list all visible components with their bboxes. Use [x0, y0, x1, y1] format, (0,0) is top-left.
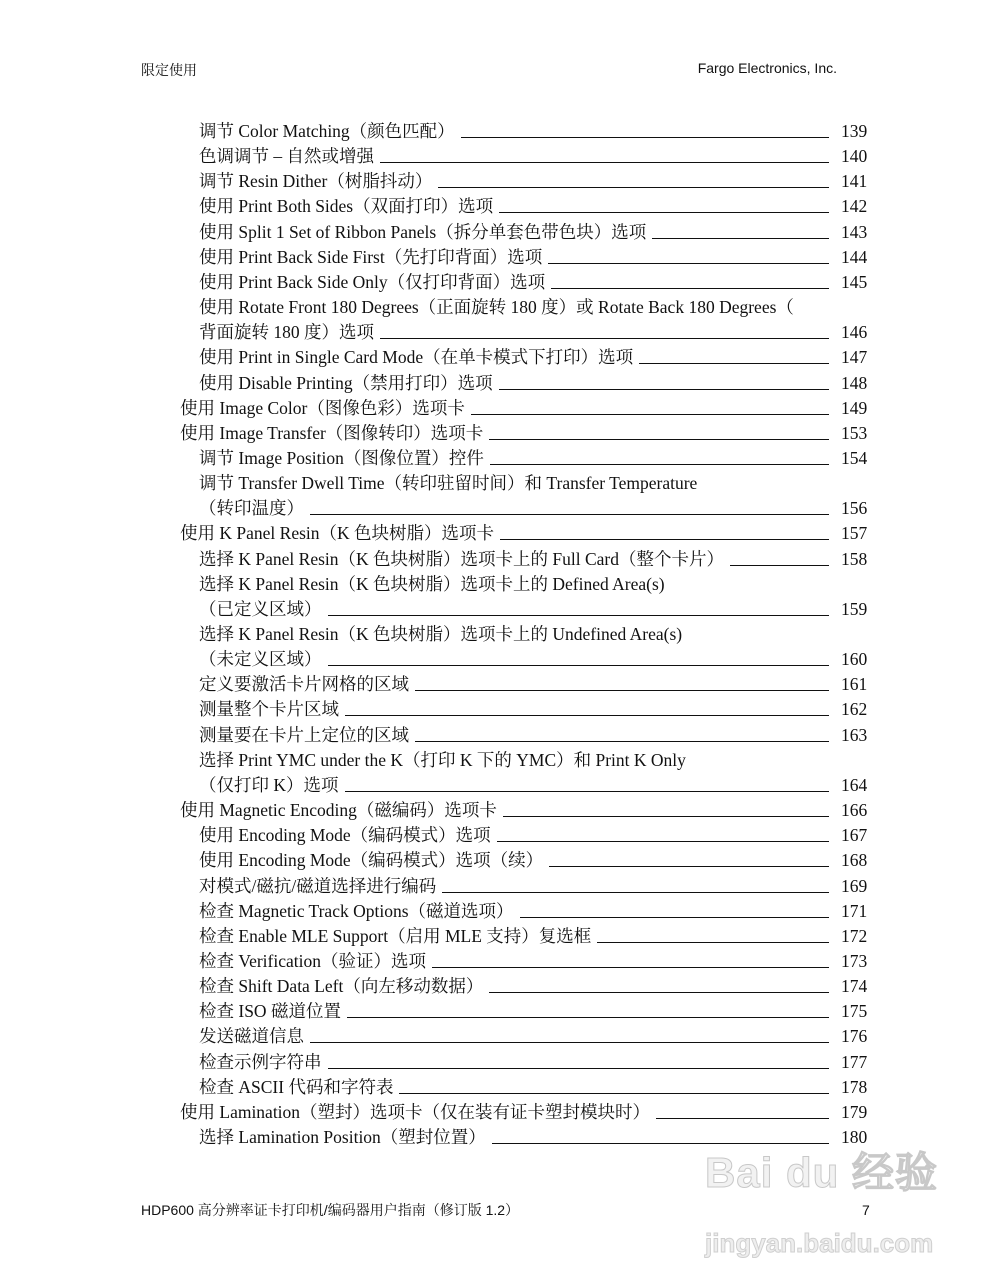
toc-entry[interactable] [199, 694, 871, 719]
toc-page-number: 166 [841, 800, 868, 821]
toc-entry-title: 测量要在卡片上定位的区域 [199, 724, 409, 745]
toc-entry[interactable] [180, 393, 871, 418]
toc-entry-title: 使用 Print Back Side Only（仅打印背面）选项 [199, 271, 546, 292]
toc-entry[interactable] [199, 342, 871, 367]
toc-page-number: 160 [841, 649, 868, 670]
toc-entry-title: 选择 K Panel Resin（K 色块树脂）选项卡上的 Full Card（整个卡片） [199, 548, 724, 569]
toc-leader-line [489, 992, 829, 993]
toc-entry-title: 检查 Shift Data Left（向左移动数据） [199, 976, 484, 997]
toc-entry[interactable] [199, 669, 871, 694]
toc-entry-title: 调节 Resin Dither（树脂抖动） [199, 171, 433, 192]
toc-page-number: 157 [841, 523, 868, 544]
toc-entry[interactable] [180, 518, 871, 543]
toc-entry-title: 定义要激活卡片网格的区域 [199, 674, 409, 695]
toc-entry[interactable] [180, 418, 871, 443]
toc-entry[interactable] [199, 468, 879, 493]
toc-page-number: 167 [841, 825, 868, 846]
toc-page-number: 139 [841, 121, 868, 141]
toc-entry-title: 调节 Color Matching（颜色匹配） [199, 121, 455, 141]
toc-leader-line [499, 212, 829, 213]
toc-entry[interactable] [180, 1097, 871, 1122]
toc-page-number: 164 [841, 774, 868, 795]
toc-entry[interactable] [199, 946, 871, 971]
toc-page-number: 162 [841, 699, 868, 720]
toc-entry[interactable] [199, 493, 871, 518]
toc-entry-title: 使用 K Panel Resin（K 色块树脂）选项卡 [180, 523, 495, 544]
toc-entry[interactable] [199, 292, 879, 317]
toc-entry[interactable] [199, 317, 871, 342]
toc-leader-line [652, 238, 829, 239]
toc-entry[interactable] [199, 1072, 871, 1097]
toc-entry-title: （未定义区域） [199, 649, 322, 670]
toc-page-number: 144 [841, 246, 868, 267]
toc-leader-line [500, 539, 829, 540]
toc-page-number: 145 [841, 271, 868, 292]
toc-page-number: 180 [841, 1127, 868, 1147]
toc-entry[interactable] [199, 368, 871, 393]
toc-entry[interactable] [199, 971, 871, 996]
toc-page-number: 179 [841, 1101, 868, 1122]
toc-page-number: 161 [841, 674, 868, 695]
toc-entry[interactable] [199, 770, 871, 795]
toc-page-number: 168 [841, 850, 868, 871]
toc-leader-line [442, 892, 829, 893]
toc-leader-line [380, 162, 829, 163]
toc-leader-line [489, 439, 829, 440]
header-left: 限定使用 [141, 62, 197, 78]
toc-page-number: 172 [841, 925, 868, 946]
toc-leader-line [432, 967, 829, 968]
toc-entry[interactable] [199, 1047, 871, 1072]
toc-leader-line [415, 690, 829, 691]
toc-entry-title: 使用 Magnetic Encoding（磁编码）选项卡 [180, 800, 497, 821]
toc-entry-title: 检查 ASCII 代码和字符表 [199, 1076, 394, 1097]
toc-entry[interactable] [199, 644, 871, 669]
toc-leader-line [310, 1042, 829, 1043]
toc-entry-title: 测量整个卡片区域 [199, 699, 339, 720]
toc-leader-line [345, 791, 829, 792]
toc-leader-line [328, 1068, 830, 1069]
toc-leader-line [380, 338, 829, 339]
toc-entry-title: 选择 K Panel Resin（K 色块树脂）选项卡上的 Undefined Area(s) [199, 624, 683, 644]
footer-title: HDP600 高分辨率证卡打印机/编码器用户指南（修订版 1.2） [141, 1202, 520, 1218]
toc-entry-title: 选择 Lamination Position（塑封位置） [199, 1127, 486, 1147]
watermark-url: jingyan.baidu.com [705, 1228, 934, 1258]
toc-leader-line [328, 615, 830, 616]
toc-entry-title: 使用 Print in Single Card Mode（在单卡模式下打印）选项 [199, 347, 634, 368]
toc-leader-line [438, 187, 829, 188]
toc-entry[interactable] [180, 795, 871, 820]
toc-entry-title: 使用 Print Back Side First（先打印背面）选项 [199, 246, 543, 267]
toc-leader-line [492, 1143, 829, 1144]
toc-entry[interactable] [199, 720, 871, 745]
toc-entry-title: 检查示例字符串 [199, 1051, 322, 1072]
toc-leader-line [730, 565, 829, 566]
toc-page-number: 178 [841, 1076, 868, 1097]
toc-entry-title: 使用 Rotate Front 180 Degrees（正面旋转 180 度）或 Rotate Back 180 Degrees（ [199, 297, 794, 318]
toc-entry-title: 背面旋转 180 度）选项 [199, 322, 374, 343]
toc-leader-line [548, 263, 829, 264]
toc-leader-line [415, 741, 829, 742]
toc-page-number: 154 [841, 447, 868, 468]
toc-page-number: 142 [841, 196, 868, 217]
toc-leader-line [461, 137, 829, 138]
toc-leader-line [310, 514, 829, 515]
toc-leader-line [490, 464, 829, 465]
toc-entry-title: （转印温度） [199, 498, 304, 519]
toc-entry-title: （仅打印 K）选项 [199, 774, 339, 795]
toc-page-number: 146 [841, 322, 868, 343]
toc-page-number: 159 [841, 598, 868, 619]
toc-page-number: 140 [841, 146, 868, 167]
toc-entry-title: 调节 Transfer Dwell Time（转印驻留时间）和 Transfer Temperature [199, 473, 698, 494]
toc-entry-title: 使用 Encoding Mode（编码模式）选项（续） [199, 850, 544, 871]
toc-leader-line [471, 414, 829, 415]
toc-page-number: 153 [841, 422, 868, 443]
toc-leader-line [551, 288, 829, 289]
toc-entry[interactable] [199, 820, 871, 845]
toc-page-number: 175 [841, 1001, 868, 1022]
toc-page-number: 158 [841, 548, 868, 569]
toc-entry-title: 色调调节 – 自然或增强 [199, 146, 374, 167]
toc-leader-line [639, 363, 829, 364]
toc-entry-title: 对模式/磁抗/磁道选择进行编码 [199, 875, 437, 896]
toc-page-number: 174 [841, 976, 868, 997]
toc-leader-line [503, 816, 829, 817]
toc-entry[interactable] [199, 217, 871, 242]
toc-leader-line [597, 942, 829, 943]
toc-page-number: 149 [841, 397, 868, 418]
toc-entry-title: 检查 ISO 磁道位置 [199, 1001, 341, 1022]
toc-entry[interactable] [199, 1122, 871, 1147]
watermark-logo: Bai du 经验 [705, 1149, 939, 1196]
toc-page-number: 143 [841, 221, 868, 242]
toc-leader-line [549, 866, 829, 867]
toc-page-number: 141 [841, 171, 868, 192]
toc-entry[interactable] [199, 242, 871, 267]
toc-page-number: 173 [841, 950, 868, 971]
toc-entry-title: 选择 K Panel Resin（K 色块树脂）选项卡上的 Defined Area(s) [199, 573, 665, 594]
toc-entry[interactable] [199, 745, 879, 770]
toc-entry[interactable] [199, 116, 871, 141]
footer-page-number: 7 [862, 1202, 870, 1218]
toc-entry[interactable] [199, 443, 871, 468]
toc-entry-title: 调节 Image Position（图像位置）控件 [199, 447, 484, 468]
toc-leader-line [347, 1017, 829, 1018]
toc-page-number: 163 [841, 724, 868, 745]
toc-entry-title: （已定义区域） [199, 598, 322, 619]
toc-page-number: 169 [841, 875, 868, 896]
toc-entry-title: 检查 Enable MLE Support（启用 MLE 支持）复选框 [199, 925, 592, 946]
toc-entry-title: 使用 Lamination（塑封）选项卡（仅在装有证卡塑封模块时） [180, 1101, 651, 1122]
toc-entry[interactable] [199, 166, 871, 191]
toc-page-number: 177 [841, 1051, 868, 1072]
toc-entry[interactable] [199, 619, 879, 644]
toc-leader-line [499, 389, 829, 390]
toc-page-number: 156 [841, 498, 868, 519]
toc-entry-title: 检查 Magnetic Track Options（磁道选项） [199, 900, 514, 921]
toc-leader-line [656, 1118, 829, 1119]
toc-entry[interactable] [199, 569, 879, 594]
toc-entry-title: 使用 Image Color（图像色彩）选项卡 [180, 397, 465, 418]
toc-leader-line [399, 1093, 829, 1094]
toc-entry[interactable] [199, 594, 871, 619]
toc-leader-line [497, 841, 829, 842]
toc-entry[interactable] [199, 1021, 871, 1046]
toc-page-number: 176 [841, 1026, 868, 1047]
toc-entry-title: 使用 Disable Printing（禁用打印）选项 [199, 372, 493, 393]
toc-entry-title: 检查 Verification（验证）选项 [199, 950, 426, 971]
toc-entry-title: 使用 Print Both Sides（双面打印）选项 [199, 196, 494, 217]
toc-page-number: 171 [841, 900, 868, 921]
toc-entry[interactable] [199, 544, 871, 569]
toc-page-number: 148 [841, 372, 868, 393]
toc-entry[interactable] [199, 191, 871, 216]
toc-page-number: 147 [841, 347, 868, 368]
toc-leader-line [520, 917, 829, 918]
toc-entry[interactable] [199, 871, 871, 896]
toc-entry[interactable] [199, 921, 871, 946]
toc-entry[interactable] [199, 267, 871, 292]
toc-leader-line [328, 665, 830, 666]
toc-entry[interactable] [199, 896, 871, 921]
toc-entry-title: 选择 Print YMC under the K（打印 K 下的 YMC）和 Print K Only [199, 749, 686, 770]
toc-entry[interactable] [199, 141, 871, 166]
toc-entry-title: 使用 Encoding Mode（编码模式）选项 [199, 825, 491, 846]
header-right: Fargo Electronics, Inc. [697, 60, 837, 76]
toc-entry[interactable] [199, 845, 871, 870]
toc-entry-title: 使用 Image Transfer（图像转印）选项卡 [180, 422, 484, 443]
toc-entry-title: 使用 Split 1 Set of Ribbon Panels（拆分单套色带色块）选项 [199, 221, 647, 242]
toc-entry-title: 发送磁道信息 [199, 1026, 304, 1047]
toc-leader-line [345, 715, 829, 716]
toc-entry[interactable] [199, 996, 871, 1021]
